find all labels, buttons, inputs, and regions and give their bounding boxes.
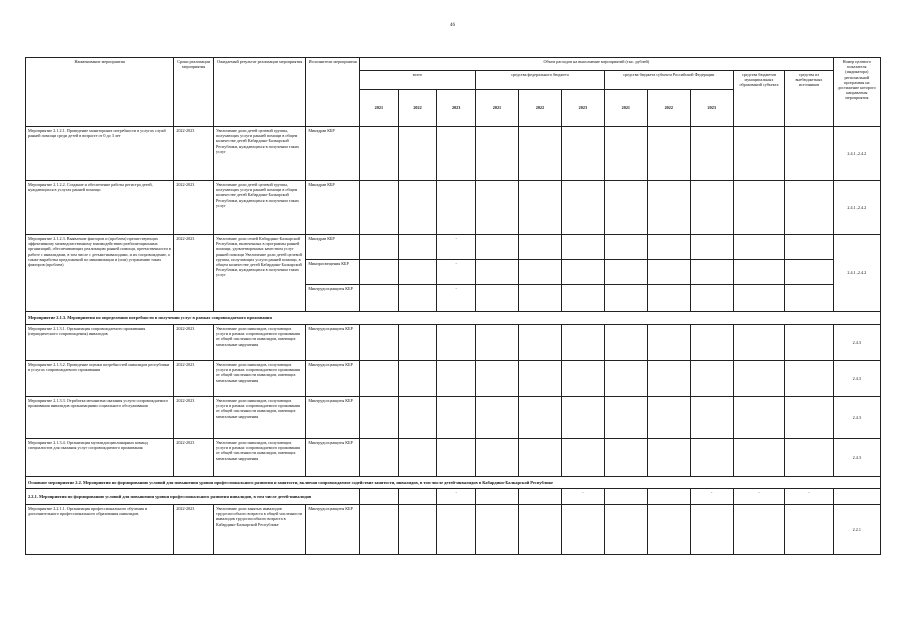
dash-value: - xyxy=(437,285,476,312)
header-terms: Сроки реализации мероприятия xyxy=(174,58,214,127)
measure-name: Мероприятие 2.1.2.3. Выявление факторов и (проблем) препятствующих эффективному межведомственному взаимодействию реабилитационных организаций, обеспечивающих реализацию ранней помощи, преемственности в работе с инвалидами, в том числе с детьми-инвалидами, и их сопровождение, а также выработка предложений по минимизации и (или) устранению таких факторов (проблем) xyxy=(26,235,174,312)
measure-executor: Минтрудсоцзащиты КБР xyxy=(306,361,360,397)
page-number: 46 xyxy=(450,23,455,28)
measure-terms: 2022-2023 xyxy=(174,439,214,477)
measure-indicator: 2.4.3 xyxy=(833,397,880,439)
measure-name: Мероприятие 2.2.1.1. Организация профессионального обучения и дополнительного профессионального образования инвалидов. xyxy=(26,505,174,555)
subsection-title: 2.2.1. Мероприятия по формированию условий для повышения уровня профессионального развития инвалидов, в том числе детей-инвалидов xyxy=(26,489,360,505)
program-table-wrapper xyxy=(25,57,881,555)
measure-indicator: 2.4.3 xyxy=(833,361,880,397)
header-municipal: средства бюджетов муниципальных образований субъекта xyxy=(733,71,785,127)
measure-indicator: 2.4.1.,2.4.2 xyxy=(833,235,880,312)
measure-result: Увеличение доли инвалидов, получающих услуги в рамках сопровождаемого проживания от общей численности инвалидов, имеющих ментальные нарушения xyxy=(213,361,305,397)
measure-terms: 2022-2023 xyxy=(174,397,214,439)
section-title: Основное мероприятие 2.2. Мероприятия по формированию условий для повышения уровня профессионального развития и занятости, включая сопровождаемое содействие занятости, инвалидов, в том числе детей-инвалидов в Кабардино-Балкарской Республике xyxy=(26,477,881,489)
section-title: Мероприятие 2.1.3. Мероприятия по определению потребности в получении услуг в рамках сопровождаемого проживания xyxy=(26,312,881,325)
measure-name: Мероприятие 2.1.2.2. Создание и обеспечение работы регистра детей, нуждающихся в услугах ранней помощи xyxy=(26,181,174,235)
dash-value: - xyxy=(785,489,833,505)
header-federal: средства федерального бюджета xyxy=(475,71,604,90)
measure-result: Увеличение доли инвалидов, получающих услуги в рамках сопровождаемого проживания от общей численности инвалидов, имеющих ментальные нарушения xyxy=(213,439,305,477)
dash-value: - xyxy=(690,489,733,505)
table-row xyxy=(26,439,881,477)
header-indicator: Номер целевого показателя (индикатора) региональной программы на достижение которого направлены мероприятия xyxy=(833,58,880,127)
header-result: Ожидаемый результат реализации мероприятия xyxy=(213,58,305,127)
table-row xyxy=(26,325,881,361)
measure-result: Увеличение доли занятых инвалидов трудоспособного возраста в общей численности инвалидов трудоспособного возраста в Кабардино-Балкарской Республике xyxy=(213,505,305,555)
header-volume: Объем расходов на выполнение мероприятий (тыс. рублей) xyxy=(360,58,834,71)
measure-terms: 2022-2023 xyxy=(174,361,214,397)
measure-executor: Минпросвещения КБР xyxy=(306,260,360,285)
header-total: всего xyxy=(360,71,476,90)
header-offbudget: средства из внебюджетных источников xyxy=(785,71,833,127)
year-federal-2023: 2023 xyxy=(561,90,604,127)
measure-name: Мероприятие 2.1.3.3. Отработка механизма оказания услуги сопровождаемого проживания инвалидов организациями социального обслуживания xyxy=(26,397,174,439)
measure-executor: Минтрудсоцзащиты КБР xyxy=(306,325,360,361)
measure-terms: 2022-2023 xyxy=(174,505,214,555)
measure-executor: Минздрав КБР xyxy=(306,181,360,235)
year-federal-2021: 2021 xyxy=(475,90,518,127)
measure-terms: 2022-2023 xyxy=(174,235,214,312)
table-row xyxy=(26,235,881,260)
measure-terms: 2022-2023 xyxy=(174,127,214,181)
measure-indicator: 2.4.1.,2.4.2 xyxy=(833,181,880,235)
year-total-2021: 2021 xyxy=(360,90,399,127)
year-regional-2023: 2023 xyxy=(690,90,733,127)
header-name: Наименование мероприятия xyxy=(26,58,174,127)
dash-value: - xyxy=(733,489,785,505)
table-row xyxy=(26,181,881,235)
table-row xyxy=(26,505,881,555)
section-row xyxy=(26,312,881,325)
measure-executor: Минтрудсоцзащиты КБР xyxy=(306,397,360,439)
measure-executor: Минздрав КБР xyxy=(306,235,360,260)
year-total-2022: 2022 xyxy=(398,90,437,127)
year-regional-2022: 2022 xyxy=(647,90,690,127)
measure-indicator: 2.4.3 xyxy=(833,439,880,477)
measure-result: Увеличение доли семей Кабардино-Балкарской Республики, включенных в программы ранней помощи, удовлетворенных качеством услуг ранней помощи Увеличение доли детей целевой группы, получающих услуги ранней помощи, в общем количестве детей Кабардино-Балкарской Республики, нуждающихся в получении таких услуг xyxy=(213,235,305,312)
year-total-2023: 2023 xyxy=(437,90,476,127)
table-row xyxy=(26,397,881,439)
header-regional: средства бюджета субъекта Российской Федерации xyxy=(604,71,733,90)
measure-result: Увеличение доли детей целевой группы, получающих услуги ранней помощи в общем количестве детей Кабардино-Балкарской Республики, нуждающихся в получении таких услуг xyxy=(213,127,305,181)
program-measures-table xyxy=(25,57,881,555)
measure-terms: 2022-2023 xyxy=(174,325,214,361)
measure-result: Увеличение доли инвалидов, получающих услуги в рамках сопровождаемого проживания от общей численности инвалидов, имеющих ментальные нарушения xyxy=(213,397,305,439)
measure-name: Мероприятие 2.1.3.1. Организация сопровождаемого проживания (периодического сопровождения) инвалидов xyxy=(26,325,174,361)
section-row xyxy=(26,489,881,505)
table-row xyxy=(26,127,881,181)
measure-result: Увеличение доли детей целевой группы, получающих услуги ранней помощи в общем количестве детей Кабардино-Балкарской Республики, нуждающихся в получении таких услуг xyxy=(213,181,305,235)
measure-executor: Минтрудсоцзащиты КБР xyxy=(306,439,360,477)
measure-name: Мероприятие 2.1.3.2. Проведение оценки потребностей инвалидов республики в услугах сопровождаемого проживания xyxy=(26,361,174,397)
table-row xyxy=(26,361,881,397)
measure-name: Мероприятие 2.1.2.1. Проведение мониторинга потребности в услугах служб ранней помощи среди детей в возрасте от 0 до 3 лет xyxy=(26,127,174,181)
dash-value: - xyxy=(561,489,604,505)
header-executors: Исполнители мероприятия xyxy=(306,58,360,127)
measure-indicator: 2.2.1 xyxy=(833,505,880,555)
year-federal-2022: 2022 xyxy=(518,90,561,127)
year-regional-2021: 2021 xyxy=(604,90,647,127)
dash-value: - xyxy=(437,260,476,285)
measure-terms: 2022-2023 xyxy=(174,181,214,235)
measure-executor: Минтрудсоцзащиты КБР xyxy=(306,505,360,555)
dash-value: - xyxy=(437,489,476,505)
section-row xyxy=(26,477,881,489)
measure-indicator: 2.4.3 xyxy=(833,325,880,361)
measure-executor: Минтрудсоцзащиты КБР xyxy=(306,285,360,312)
measure-executor: Минздрав КБР xyxy=(306,127,360,181)
measure-indicator: 2.4.1.,2.4.2 xyxy=(833,127,880,181)
dash-value: - xyxy=(437,235,476,260)
measure-result: Увеличение доли инвалидов, получающих услуги в рамках сопровождаемого проживания от общей численности инвалидов, имеющих ментальные нарушения xyxy=(213,325,305,361)
measure-name: Мероприятие 2.1.3.4. Организация мультидисциплинарных команд специалистов для оказания услуг сопровождаемого проживания xyxy=(26,439,174,477)
